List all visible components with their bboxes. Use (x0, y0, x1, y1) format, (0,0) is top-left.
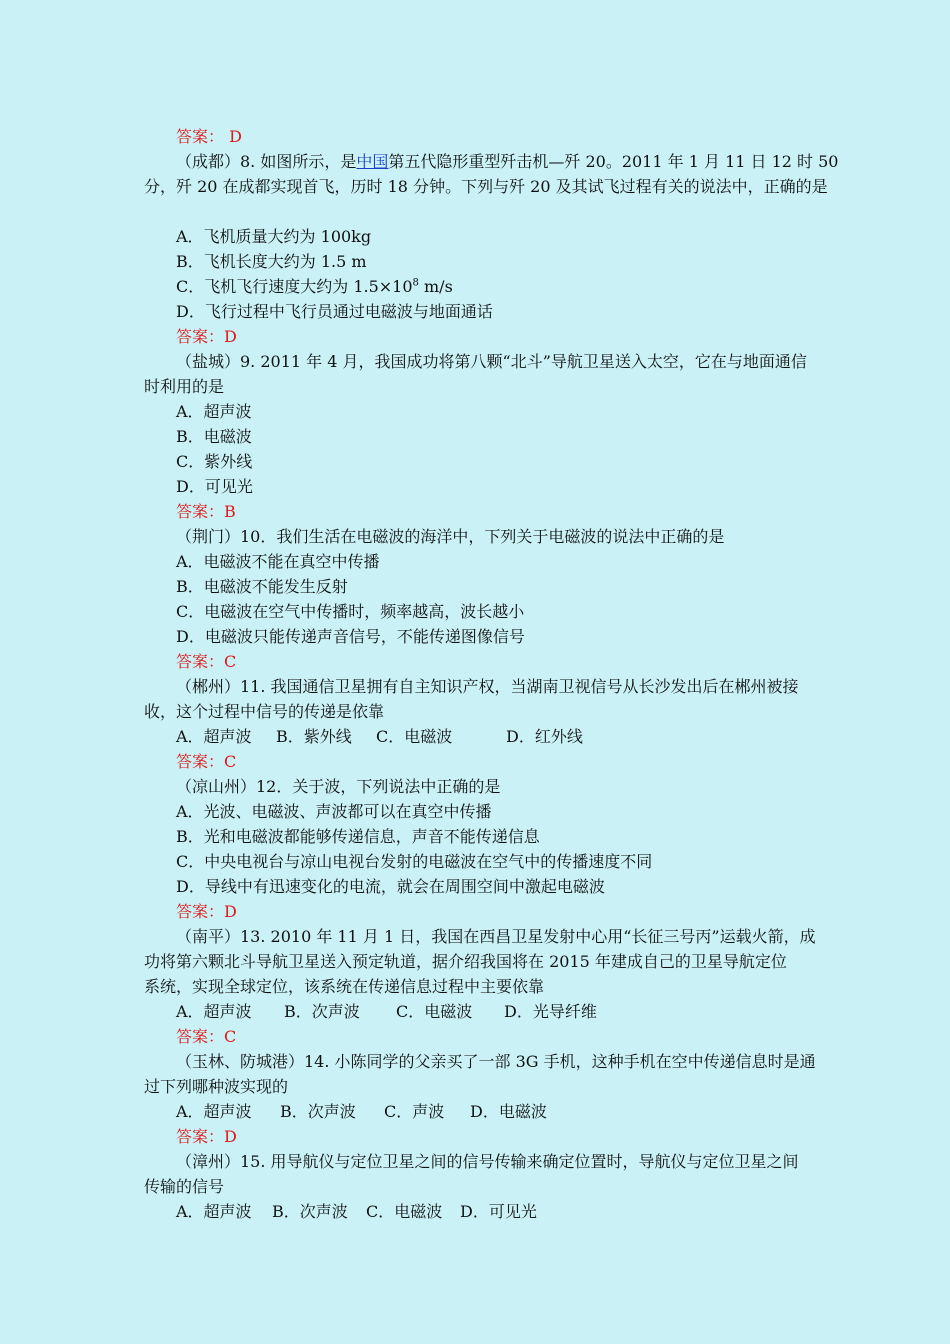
question-10-option-a: A．电磁波不能在真空中传播 (176, 552, 380, 571)
question-11-line-1: （郴州）11. 我国通信卫星拥有自主知识产权，当湖南卫视信号从长沙发出后在郴州被接 (176, 677, 799, 696)
question-9-option-d: D．可见光 (176, 477, 253, 496)
answer-q9: 答案：B (176, 502, 236, 521)
question-8-line-2: 分，歼 20 在成都实现首飞，历时 18 分钟。下列与歼 20 及其试飞过程有关的说法中，正确的是 (144, 177, 828, 196)
question-11-option-d: D．红外线 (506, 727, 583, 746)
option-c-exponent: 8 (412, 277, 419, 289)
question-11-option-c: C．电磁波 (376, 727, 453, 746)
question-14-option-b: B．次声波 (280, 1102, 356, 1121)
question-14-option-d: D．电磁波 (470, 1102, 547, 1121)
question-13-option-b: B．次声波 (284, 1002, 360, 1021)
question-12-option-c: C．中央电视台与凉山电视台发射的电磁波在空气中的传播速度不同 (176, 852, 653, 871)
question-14-option-c: C．声波 (384, 1102, 445, 1121)
answer-q14: 答案：D (176, 1127, 237, 1146)
question-15-line-1: （漳州）15. 用导航仪与定位卫星之间的信号传输来确定位置时，导航仪与定位卫星之间 (176, 1152, 799, 1171)
question-8-prefix: （成都）8. 如图所示，是 (176, 152, 357, 171)
question-12-option-a: A．光波、电磁波、声波都可以在真空中传播 (176, 802, 492, 821)
question-14-line-2: 过下列哪种波实现的 (144, 1077, 289, 1096)
question-15-options (144, 1199, 808, 1224)
answer-q8: 答案：D (176, 327, 237, 346)
question-8-option-a: A．飞机质量大约为 100kg (176, 227, 372, 246)
question-8-option-d: D．飞行过程中飞行员通过电磁波与地面通话 (176, 302, 493, 321)
question-8-option-c (144, 274, 808, 299)
question-10-option-d: D．电磁波只能传递声音信号，不能传递图像信号 (176, 627, 525, 646)
question-9-option-b: B．电磁波 (176, 427, 252, 446)
answer-q12: 答案：D (176, 902, 237, 921)
option-c-text: C．飞机飞行速度大约为 1.5×10 (176, 277, 413, 296)
question-8-option-b: B．飞机长度大约为 1.5 m (176, 252, 367, 271)
question-15-option-a: A．超声波 (176, 1202, 252, 1221)
question-13-options (144, 999, 808, 1024)
question-14-option-a: A．超声波 (176, 1102, 252, 1121)
question-12-line-1: （凉山州）12．关于波，下列说法中正确的是 (176, 777, 501, 796)
question-15-option-b: B．次声波 (272, 1202, 348, 1221)
question-12-option-b: B．光和电磁波都能够传递信息，声音不能传递信息 (176, 827, 540, 846)
question-8-rest: 第五代隐形重型歼击机—歼 20。2011 年 1 月 11 日 12 时 50 (388, 152, 839, 171)
question-8-line-1 (144, 149, 839, 174)
question-12-option-d: D．导线中有迅速变化的电流，就会在周围空间中激起电磁波 (176, 877, 605, 896)
answer-q13: 答案：C (176, 1027, 237, 1046)
question-14-options (144, 1099, 808, 1124)
question-15-option-d: D．可见光 (460, 1202, 537, 1221)
question-11-options (144, 724, 808, 749)
question-13-line-1: （南平）13. 2010 年 11 月 1 日，我国在西昌卫星发射中心用“长征三号丙”运载火箭，成 (176, 927, 816, 946)
question-13-option-c: C．电磁波 (396, 1002, 473, 1021)
question-14-line-1: （玉林、防城港）14. 小陈同学的父亲买了一部 3G 手机，这种手机在空中传递信息时是通 (176, 1052, 816, 1071)
question-13-option-a: A．超声波 (176, 1002, 252, 1021)
question-10-option-b: B．电磁波不能发生反射 (176, 577, 348, 596)
answer-q11: 答案：C (176, 752, 237, 771)
question-11-option-b: B．紫外线 (276, 727, 352, 746)
china-link[interactable]: 中国 (356, 152, 389, 171)
question-15-line-2: 传输的信号 (144, 1177, 225, 1196)
question-11-option-a: A．超声波 (176, 727, 252, 746)
spacer (144, 199, 808, 224)
question-13-line-2: 功将第六颗北斗导航卫星送入预定轨道，据介绍我国将在 2015 年建成自己的卫星导航定位 (144, 952, 787, 971)
question-9-line-1: （盐城）9. 2011 年 4 月，我国成功将第八颗“北斗”导航卫星送入太空，它在与地面通信 (176, 352, 807, 371)
answer-q10: 答案：C (176, 652, 237, 671)
answer-q7: 答案： D (176, 127, 242, 146)
question-10-line-1: （荆门）10．我们生活在电磁波的海洋中，下列关于电磁波的说法中正确的是 (176, 527, 725, 546)
document-body (144, 124, 839, 1224)
question-15-option-c: C．电磁波 (366, 1202, 443, 1221)
question-13-line-3: 系统，实现全球定位，该系统在传递信息过程中主要依靠 (144, 977, 545, 996)
question-13-option-d: D．光导纤维 (504, 1002, 597, 1021)
question-9-option-a: A．超声波 (176, 402, 252, 421)
question-9-line-2: 时利用的是 (144, 377, 225, 396)
question-11-line-2: 收，这个过程中信号的传递是依靠 (144, 702, 385, 721)
option-c-unit: m/s (418, 277, 453, 296)
question-10-option-c: C．电磁波在空气中传播时，频率越高，波长越小 (176, 602, 525, 621)
question-9-option-c: C．紫外线 (176, 452, 253, 471)
